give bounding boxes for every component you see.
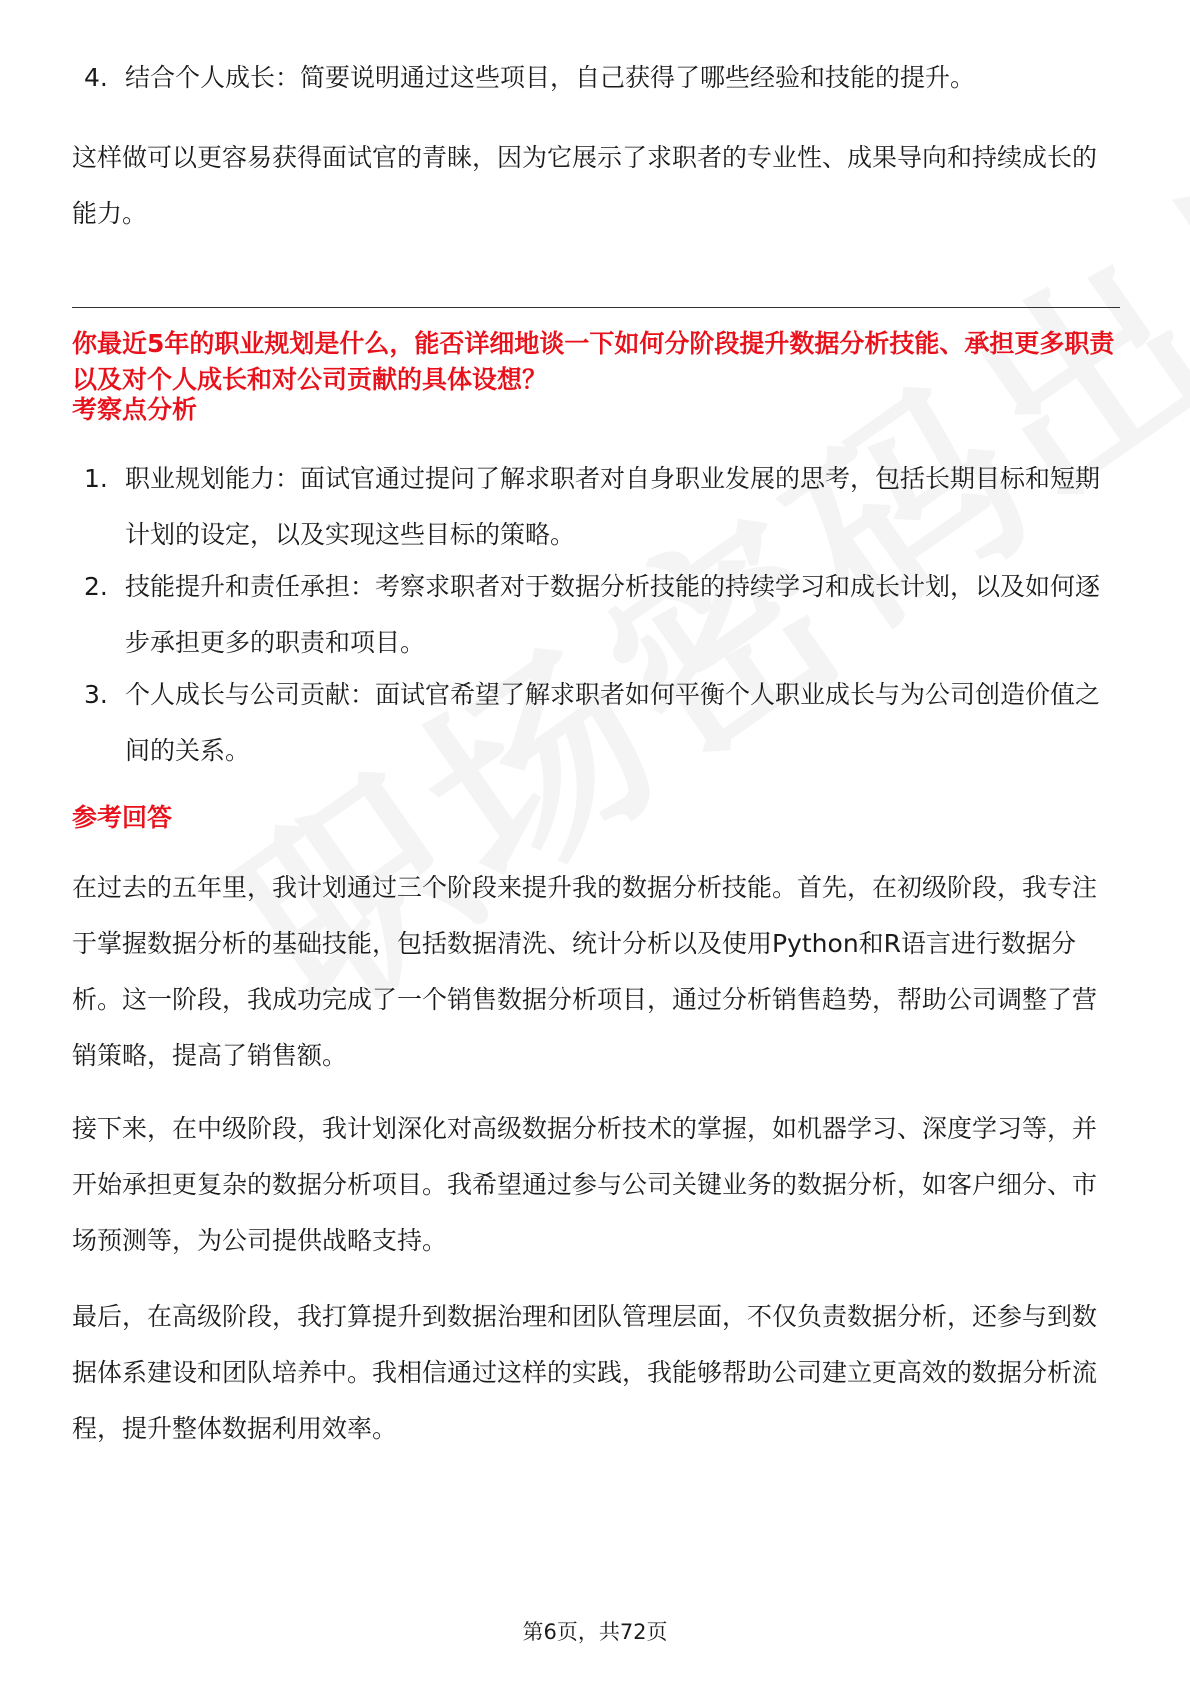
analysis-item-3 [84,667,1124,779]
answer-paragraph-3: 最后，在高级阶段，我打算提升到数据治理和团队管理层面，不仅负责数据分析，还参与到数据体系建设和团队培养中。我相信通过这样的实践，我能够帮助公司建立更高效的数据分析流程，提升整体数据利用效率。 [72,1302,1098,1443]
analysis-item-2 [84,559,1124,671]
list-item-number: 1. [84,464,108,493]
list-item-number: 4. [84,63,108,92]
answer-paragraph-1: 在过去的五年里，我计划通过三个阶段来提升我的数据分析技能。首先，在初级阶段，我专注于掌握数据分析的基础技能，包括数据清洗、统计分析以及使用Python和R语言进行数据分析。这一阶段，我成功完成了一个销售数据分析项目，通过分析销售趋势，帮助公司调整了营销策略，提高了销售额。 [72,873,1098,1070]
question-heading: 你最近5年的职业规划是什么，能否详细地谈一下如何分阶段提升数据分析技能、承担更多职责以及对个人成长和对公司贡献的具体设想？ [72,329,1115,394]
page-footer: 第6页，共72页 [522,1620,668,1644]
analysis-item-1 [84,451,1124,563]
answer-heading: 参考回答 [72,803,173,832]
analysis-heading: 考察点分析 [72,395,198,424]
list-item-text: 技能提升和责任承担：考察求职者对于数据分析技能的持续学习和成长计划，以及如何逐步承担更多的职责和项目。 [125,572,1101,657]
answer-paragraph-2: 接下来，在中级阶段，我计划深化对高级数据分析技术的掌握，如机器学习、深度学习等，并开始承担更复杂的数据分析项目。我希望通过参与公司关键业务的数据分析，如客户细分、市场预测等，为公司提供战略支持。 [72,1114,1098,1255]
list-item-text: 个人成长与公司贡献：面试官希望了解求职者如何平衡个人职业成长与为公司创造价值之间的关系。 [125,680,1101,765]
intro-paragraph: 这样做可以更容易获得面试官的青睐，因为它展示了求职者的专业性、成果导向和持续成长的能力。 [72,143,1098,228]
list-item-4 [84,50,1124,106]
section-divider [72,307,1120,308]
list-item-text: 职业规划能力：面试官通过提问了解求职者对自身职业发展的思考，包括长期目标和短期计划的设定，以及实现这些目标的策略。 [125,464,1101,549]
list-item-number: 3. [84,680,108,709]
list-item-text: 结合个人成长：简要说明通过这些项目，自己获得了哪些经验和技能的提升。 [125,63,976,92]
list-item-number: 2. [84,572,108,601]
